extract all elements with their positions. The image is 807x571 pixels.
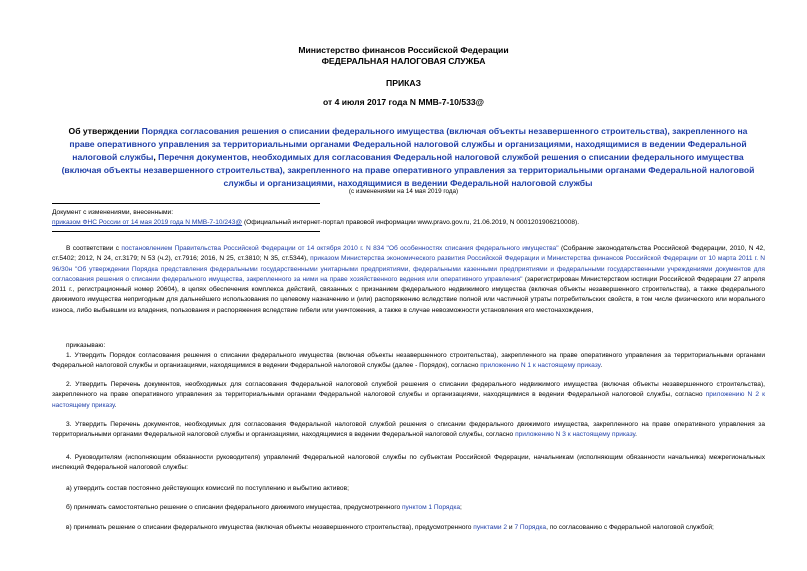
- title-separator: ,: [153, 152, 159, 162]
- preamble-text-2: (Собрание законодательства Российской Федерации, 2010, N 42, ст.5402; 2012, N 24, ст.3179; N 53 (ч.2), ст.7916; 2016, N 25, ст.3810; N 35, ст.5344),: [52, 245, 766, 263]
- title-link-document-list[interactable]: Перечня документов, необходимых для согласования Федеральной налоговой службой решения о списании федерального имущества (включая объекты незавершенного строительства), закрепленного на праве оперативного управления за территориальными органами Федеральной налоговой службы и организациями, находящимися в ведении Федеральной налоговой службы: [61, 152, 755, 188]
- item-2-text: 2. Утвердить Перечень документов, необходимых для согласования Федеральной налоговой службой решения о списании федерального недвижимого имущества (включая объекты незавершенного строительства), закрепленного на праве оперативного управления за территориальными органами Федеральной налоговой службы и организациями, находящимися в ведении Федеральной налоговой службы, согласно: [52, 381, 765, 399]
- procedure-point-7-link[interactable]: 7 Порядка: [514, 524, 547, 531]
- document-type: ПРИКАЗ: [386, 78, 421, 88]
- ministry-order-link[interactable]: приказом Министерства экономического развития Российской Федерации и Министерства финансов Российской Федерации от 10 марта 2011 г. N 96/30н "Об утверждении Порядка представления федеральными государственными унитарными предприятиями, федеральными казенными предприятиями и федеральными государственными учреждениями документов для согласования решения о списании федерального имущества, закрепленного за ними на праве хозяйственного ведения или оперативного управления": [52, 255, 765, 283]
- title-link-procedure[interactable]: Порядка согласования решения о списании федерального имущества (включая объекты незавершенного строительства), закрепленного на праве оперативного управления за территориальными органами Федеральной налоговой службы и организациями, находящимися в ведении Федеральной налоговой службы: [69, 126, 748, 162]
- item-4b-text: б) принимать самостоятельно решение о списании федерального движимого имущества, предусмотренного: [66, 504, 402, 511]
- changes-source: (Официальный интернет-портал правовой информации www.pravo.gov.ru, 21.06.2019, N 0001201906210008).: [242, 219, 580, 226]
- changes-label: Документ с изменениями, внесенными:: [52, 209, 174, 216]
- preamble: [52, 244, 765, 316]
- government-decree-link[interactable]: постановлением Правительства Российской Федерации от 14 октября 2010 г. N 834 "Об особенностях списания федерального имущества": [121, 245, 559, 252]
- item-1-end: .: [600, 362, 603, 370]
- procedure-points-2-link[interactable]: пунктами 2: [473, 524, 508, 531]
- item-1-text: 1. Утвердить Порядок согласования решения о списании федерального имущества (включая объекты незавершенного строительства), закрепленного на праве оперативного управления за территориальными органами Федеральной налоговой службы и организациями, находящимися в ведении Федеральной налоговой службы (далее - Порядок), согласно: [52, 352, 765, 370]
- item-4b-end: ;: [460, 504, 462, 511]
- top-divider: [52, 203, 320, 204]
- bottom-divider: [52, 231, 320, 232]
- item-3-end: .: [635, 431, 638, 439]
- appendix-1-link[interactable]: приложению N 1 к настоящему приказу: [480, 362, 601, 370]
- item-3: [52, 420, 765, 441]
- item-4a: а) утвердить состав постоянно действующих комиссий по поступлению и выбытию активов;: [66, 485, 349, 492]
- appendix-2-link[interactable]: приложению N 2 к настоящему приказу: [52, 391, 765, 409]
- item-4-text: 4. Руководителям (исполняющим обязанности руководителя) управлений Федеральной налоговой службы по субъектам Российской Федерации, начальникам (исполняющим обязанности начальника) межрегиональных инспекций Федеральной налоговой службы:: [52, 454, 765, 472]
- document-title: [58, 125, 758, 190]
- item-4: [52, 453, 765, 474]
- item-3-text: 3. Утвердить Перечень документов, необходимых для согласования Федеральной налоговой службой решения о списании федерального движимого имущества, закрепленного на праве оперативного управления за территориальными органами Федеральной налоговой службы и организациями, находящимися в ведении Федеральной налоговой службы, согласно: [52, 421, 765, 439]
- title-prefix: Об утверждении: [68, 126, 142, 136]
- procedure-point-1-link[interactable]: пунктом 1 Порядка: [401, 504, 461, 511]
- item-4c-text: в) принимать решение о списании федерального имущества (включая объекты незавершенного строительства), предусмотренного: [66, 524, 474, 531]
- changes-line: [52, 218, 579, 228]
- item-4b: [52, 503, 765, 513]
- changes-order-link[interactable]: приказом ФНС России от 14 мая 2019 года N ММВ-7-10/243@: [52, 219, 243, 226]
- item-2-end: .: [114, 401, 117, 409]
- item-4c: [52, 523, 765, 533]
- order-word: приказываю:: [66, 342, 106, 349]
- item-4c-mid: и: [507, 524, 515, 531]
- preamble-text-3: (зарегистрирован Министерством юстиции Российской Федерации 27 апреля 2011 г., регистрационный номер 20604), в целях обеспечения комплекса действий, связанных с признанием федерального недвижимого имущества (включая объекты незавершенного строительства), а также федерального движимого имущества непригодным для дальнейшего использования по целевому назначению и (или) распоряжению вследствие полной или частичной утраты потребительских свойств, в том числе физического или морального износа, либо выбывшим из владения, пользования и распоряжения вследствие гибели или уничтожения, а также в случае невозможности установления его местонахождения,: [52, 275, 765, 314]
- item-2: [52, 380, 765, 411]
- document-date-number: от 4 июля 2017 года N ММВ-7-10/533@: [322, 97, 485, 107]
- item-1: [52, 351, 765, 372]
- change-note: (с изменениями на 14 мая 2019 года): [348, 188, 459, 195]
- preamble-text-1: В соответствии с: [66, 245, 122, 252]
- ministry-name: Министерство финансов Российской Федерации: [298, 45, 509, 55]
- item-4c-end: , по согласованию с Федеральной налоговой службой;: [546, 524, 714, 531]
- service-name: ФЕДЕРАЛЬНАЯ НАЛОГОВАЯ СЛУЖБА: [321, 56, 486, 66]
- appendix-3-link[interactable]: приложению N 3 к настоящему приказу: [515, 431, 636, 439]
